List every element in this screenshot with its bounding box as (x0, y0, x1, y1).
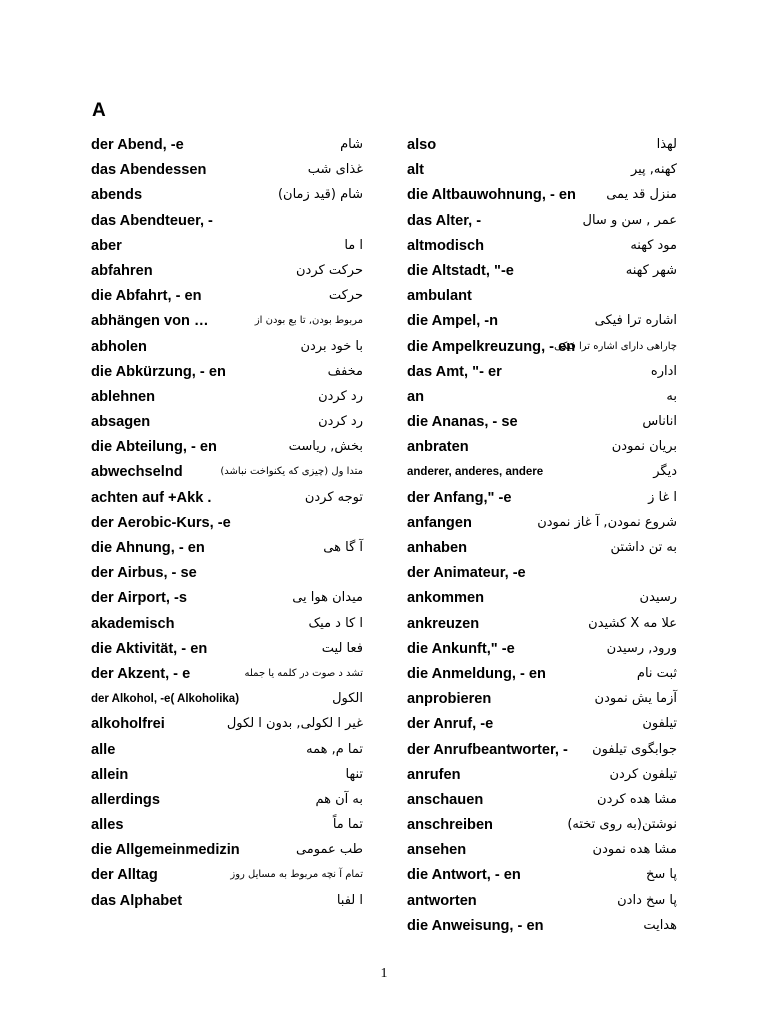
persian-translation: الکول (332, 691, 363, 707)
german-term: absagen (91, 414, 151, 431)
persian-translation: ا کا د میک (308, 615, 363, 631)
german-term: alles (91, 817, 124, 834)
vocab-entry (91, 663, 363, 688)
german-term: die Altstadt, "-e (407, 262, 514, 279)
german-term: aber (91, 237, 122, 254)
vocab-entry (407, 814, 677, 839)
persian-translation: اشاره ترا فیکی (594, 313, 677, 329)
german-term: anhaben (407, 540, 468, 556)
vocab-entry (407, 159, 677, 184)
german-term: die Anweisung, - en (407, 917, 544, 934)
vocab-entry (407, 562, 677, 587)
vocab-entry (407, 210, 677, 235)
persian-translation: با خود بردن (300, 338, 363, 354)
persian-translation: تیلفون (642, 716, 677, 732)
german-term: die Abteilung, - en (91, 439, 217, 456)
persian-translation: آ گا هی (323, 540, 363, 555)
page-number: 1 (380, 966, 388, 981)
german-term: anderer, anderes, andere (407, 466, 544, 479)
german-term: an (407, 388, 425, 405)
vocab-entry (407, 310, 677, 335)
persian-translation: مربوط بودن, تا بع بودن از (254, 315, 363, 327)
vocab-entry (407, 688, 677, 713)
persian-translation: مود کهنه (630, 237, 677, 253)
german-term: der Airport, -s (91, 590, 187, 607)
vocab-entry (91, 789, 363, 814)
persian-translation: عمر , سن و سال (582, 212, 677, 228)
persian-translation: ا لفبا (336, 892, 363, 908)
german-term: die Aktivität, - en (91, 640, 208, 657)
vocab-entry (407, 739, 677, 764)
vocab-entry (407, 915, 677, 940)
persian-translation: رسیدن (639, 590, 677, 606)
persian-translation: رد کردن (318, 414, 363, 430)
persian-translation: بریان نمودن (611, 439, 677, 455)
vocab-entry (407, 235, 677, 260)
persian-translation: کهنه, پیر (630, 162, 677, 178)
german-term: der Alltag (91, 867, 158, 884)
persian-translation: رد کردن (318, 388, 363, 404)
german-term: anrufen (407, 766, 461, 783)
persian-translation: اداره (650, 363, 677, 379)
persian-translation: ا غا ز (648, 489, 677, 505)
german-term: anbraten (407, 439, 469, 456)
vocab-entry (91, 134, 363, 159)
german-term: das Alphabet (91, 892, 183, 909)
german-term: das Abendessen (91, 162, 207, 179)
german-term: die Ampelkreuzung, - en (407, 338, 576, 355)
german-term: ankommen (407, 590, 485, 607)
persian-translation: پا سخ دادن (617, 892, 677, 908)
vocab-entry (407, 864, 677, 889)
persian-translation: تما ماً (332, 817, 363, 833)
german-term: also (407, 137, 437, 153)
vocab-entry (407, 134, 677, 159)
vocab-entry (407, 285, 677, 310)
german-term: der Aerobic-Kurs, -e (91, 514, 231, 531)
persian-translation: به تن داشتن (610, 540, 677, 555)
persian-translation: هدایت (643, 917, 677, 933)
german-term: altmodisch (407, 237, 485, 254)
persian-translation: به آن هم (315, 791, 363, 807)
persian-translation: شام (قید زمان) (277, 187, 363, 203)
german-term: das Abendteuer, - (91, 212, 213, 229)
german-term: achten auf +Akk . (91, 489, 212, 506)
vocab-entry (91, 285, 363, 310)
german-term: allerdings (91, 791, 160, 808)
vocab-entry (407, 436, 677, 461)
persian-translation: جوابگوی تیلفون (592, 741, 677, 757)
persian-translation: ثبت نام (636, 665, 677, 681)
vocab-entry (407, 411, 677, 436)
german-term: der Alkohol, -e( Alkoholika) (91, 693, 240, 706)
german-term: der Animateur, -e (407, 565, 526, 582)
german-term: akademisch (91, 615, 175, 632)
german-term: alt (407, 162, 425, 179)
vocab-entry (407, 839, 677, 864)
persian-translation: حرکت (328, 288, 363, 304)
vocab-entry (407, 713, 677, 738)
vocab-entry (91, 764, 363, 789)
persian-translation: شام (340, 137, 363, 152)
persian-translation: مشا هده کردن (597, 791, 677, 807)
german-term: ansehen (407, 842, 467, 859)
german-term: anschauen (407, 791, 484, 808)
persian-translation: علا مه X کشیدن (588, 615, 677, 631)
german-term: die Ahnung, - en (91, 540, 205, 556)
vocab-entry (91, 159, 363, 184)
persian-translation: به (666, 388, 677, 404)
german-term: die Anmeldung, - en (407, 665, 546, 682)
vocab-entry (91, 411, 363, 436)
vocab-entry (91, 890, 363, 915)
vocab-entry (91, 436, 363, 461)
left-column (91, 134, 363, 915)
persian-translation: متدا ول (چیزی که یکنواخت نباشد) (220, 466, 363, 478)
vocab-entry (407, 587, 677, 612)
german-term: die Allgemeinmedizin (91, 842, 240, 859)
persian-translation: تیلفون کردن (609, 766, 677, 782)
persian-translation: طب عمومی (295, 842, 363, 858)
german-term: allein (91, 766, 129, 783)
vocab-entry (407, 638, 677, 663)
vocab-entry (91, 235, 363, 260)
german-term: alkoholfrei (91, 716, 165, 733)
vocab-entry (91, 739, 363, 764)
persian-translation: بخش, ریاست (288, 439, 363, 455)
vocab-entry (407, 613, 677, 638)
vocab-entry (91, 512, 363, 537)
vocab-entry (91, 839, 363, 864)
persian-translation: حرکت کردن (296, 262, 363, 278)
vocab-entry (91, 210, 363, 235)
german-term: die Abfahrt, - en (91, 288, 202, 305)
german-term: ablehnen (91, 388, 156, 405)
vocab-entry (407, 764, 677, 789)
persian-translation: چاراهی دارای اشاره ترا فیکی (554, 340, 677, 352)
persian-translation: توجه کردن (304, 489, 363, 505)
persian-translation: ورود, رسیدن (606, 640, 677, 656)
persian-translation: نوشتن(به روی تخته) (567, 817, 677, 833)
german-term: das Alter, - (407, 212, 482, 229)
vocab-entry (91, 310, 363, 335)
vocab-entry (91, 587, 363, 612)
persian-translation: منزل قد یمی (606, 187, 677, 203)
vocab-entry (91, 814, 363, 839)
vocab-entry (407, 260, 677, 285)
persian-translation: مخفف (327, 363, 363, 379)
persian-translation: دیگر (653, 464, 677, 480)
persian-translation: شروع نمودن, آ غاز نمودن (537, 514, 677, 530)
right-column (407, 134, 677, 940)
german-term: die Antwort, - en (407, 867, 521, 884)
german-term: alle (91, 741, 116, 758)
persian-translation: تمام آ نچه مربوط به مسایل روز (230, 869, 363, 881)
vocab-entry (91, 688, 363, 713)
german-term: abholen (91, 338, 147, 355)
persian-translation: فعا لیت (321, 640, 363, 656)
vocab-entry (91, 562, 363, 587)
german-term: die Altbauwohnung, - en (407, 187, 576, 204)
vocab-entry (407, 789, 677, 814)
vocab-entry (91, 386, 363, 411)
vocab-entry (407, 461, 677, 486)
persian-translation: اناناس (642, 414, 677, 430)
german-term: die Abkürzung, - en (91, 363, 226, 380)
vocab-entry (407, 512, 677, 537)
german-term: die Ampel, -n (407, 313, 499, 330)
vocab-entry (407, 184, 677, 209)
vocab-entry (91, 260, 363, 285)
vocab-entry (407, 890, 677, 915)
german-term: der Akzent, - e (91, 665, 191, 682)
vocab-entry (407, 537, 677, 562)
vocab-entry (407, 336, 677, 361)
vocab-entry (91, 361, 363, 386)
persian-translation: مشا هده نمودن (592, 842, 677, 858)
vocab-entry (91, 487, 363, 512)
vocab-entry (407, 663, 677, 688)
german-term: der Anruf, -e (407, 716, 494, 733)
german-term: abfahren (91, 262, 153, 279)
vocab-entry (407, 386, 677, 411)
vocab-entry (91, 638, 363, 663)
persian-translation: لهذا (656, 137, 677, 152)
german-term: ambulant (407, 288, 472, 305)
german-term: antworten (407, 892, 477, 909)
german-term: abends (91, 187, 143, 204)
persian-translation: تنها (345, 766, 363, 782)
vocab-entry (407, 487, 677, 512)
german-term: die Ankunft," -e (407, 640, 515, 657)
section-letter: A (92, 100, 106, 121)
vocab-entry (91, 864, 363, 889)
german-term: ankreuzen (407, 615, 480, 632)
german-term: der Anrufbeantworter, - (407, 741, 568, 758)
vocab-entry (91, 184, 363, 209)
german-term: der Airbus, - se (91, 565, 197, 582)
persian-translation: آزما یش نمودن (594, 691, 677, 707)
vocab-entry (91, 461, 363, 486)
persian-translation: شهر کهنه (625, 262, 677, 278)
vocab-entry (91, 537, 363, 562)
german-term: der Abend, -e (91, 137, 184, 153)
german-term: anprobieren (407, 691, 492, 708)
german-term: das Amt, "- er (407, 363, 502, 380)
vocab-entry (91, 336, 363, 361)
persian-translation: میدان هوا یی (292, 590, 363, 606)
german-term: der Anfang," -e (407, 489, 512, 506)
german-term: anschreiben (407, 817, 493, 834)
vocab-entry (91, 613, 363, 638)
vocab-entry (91, 713, 363, 738)
persian-translation: پا سخ (646, 867, 677, 883)
german-term: anfangen (407, 514, 472, 531)
vocab-entry (407, 361, 677, 386)
german-term: abhängen von … (91, 313, 209, 330)
persian-translation: ا ما (344, 237, 363, 253)
persian-translation: غذای شب (307, 162, 363, 178)
german-term: abwechselnd (91, 464, 183, 481)
persian-translation: تشد د صوت در کلمه یا جمله (244, 667, 363, 679)
persian-translation: تما م, همه (306, 741, 363, 757)
german-term: die Ananas, - se (407, 414, 518, 431)
persian-translation: غیر ا لکولی, بدون ا لکول (226, 716, 363, 732)
